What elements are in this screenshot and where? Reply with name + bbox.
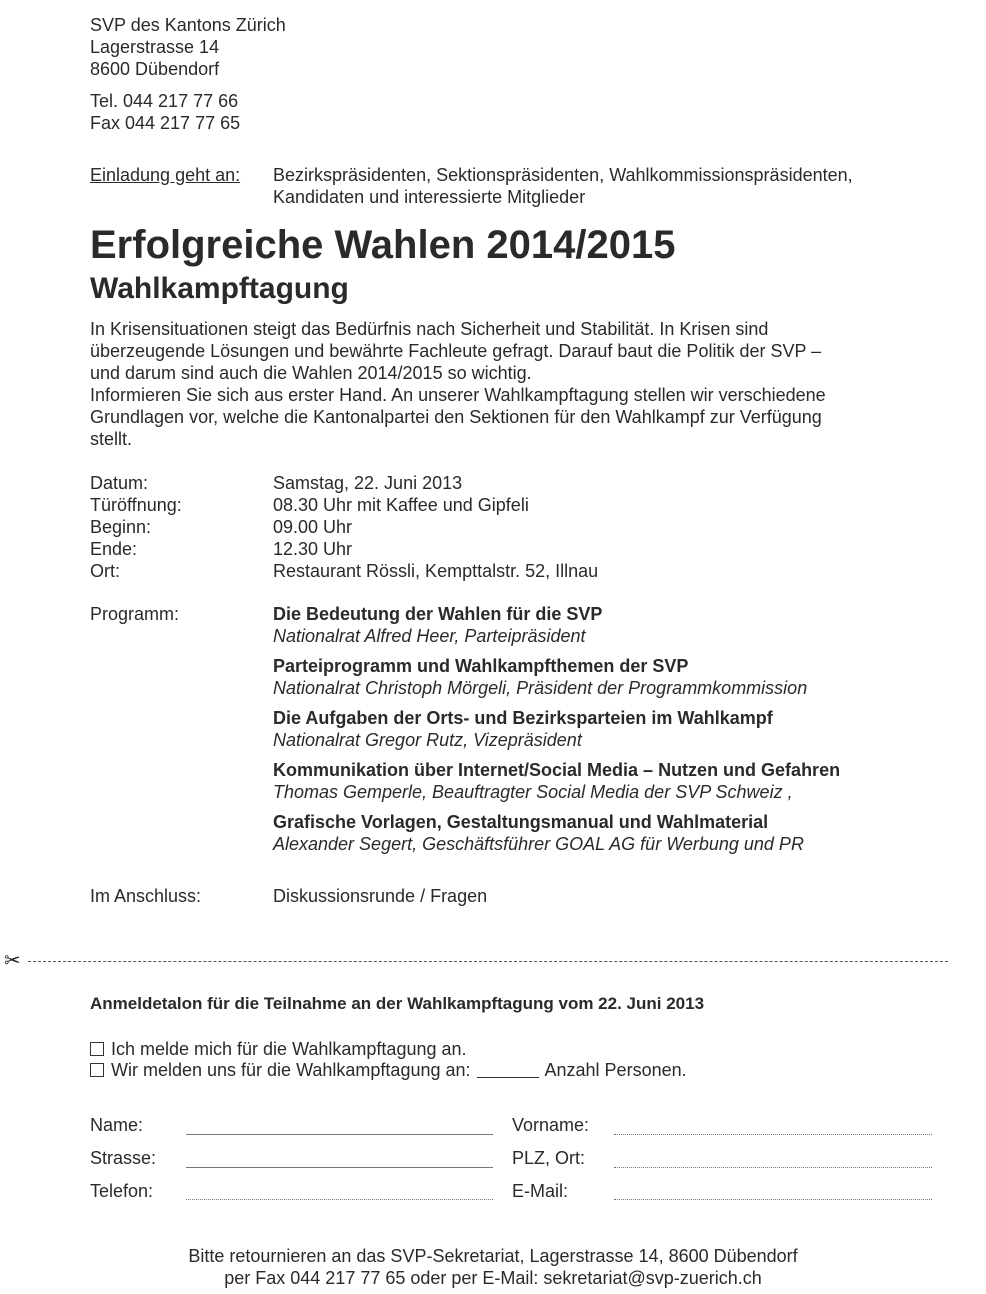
sender-fax: Fax 044 217 77 65 bbox=[90, 113, 241, 133]
option-group[interactable] bbox=[90, 1059, 687, 1081]
program-topic-4: Kommunikation über Internet/Social Media – Nutzen und Gefahren bbox=[273, 760, 841, 780]
afterwards-value: Diskussionsrunde / Fragen bbox=[273, 886, 488, 906]
program-speaker-3: Nationalrat Gregor Rutz, Vizepräsident bbox=[273, 730, 582, 750]
program-speaker-5: Alexander Segert, Geschäftsführer GOAL AG für Werbung und PR bbox=[273, 834, 804, 854]
program-speaker-1: Nationalrat Alfred Heer, Parteipräsident bbox=[273, 626, 586, 646]
telefon-field[interactable] bbox=[186, 1199, 493, 1200]
intro-line-3: und darum sind auch die Wahlen 2014/2015 so wichtig. bbox=[90, 363, 532, 383]
page-title: Erfolgreiche Wahlen 2014/2015 bbox=[90, 223, 676, 267]
form-heading: Anmeldetalon für die Teilnahme an der Wahlkampftagung vom 22. Juni 2013 bbox=[90, 994, 705, 1013]
program-speaker-4: Thomas Gemperle, Beauftragter Social Media der SVP Schweiz , bbox=[273, 782, 793, 802]
intro-line-6: stellt. bbox=[90, 429, 133, 449]
intro-line-1: In Krisensituationen steigt das Bedürfnis nach Sicherheit und Stabilität. In Krisen sind bbox=[90, 319, 769, 339]
telefon-label: Telefon: bbox=[90, 1181, 154, 1201]
program-speaker-2: Nationalrat Christoph Mörgeli, Präsident der Programmkommission bbox=[273, 678, 808, 698]
plz-ort-label: PLZ, Ort: bbox=[512, 1148, 586, 1168]
strasse-label: Strasse: bbox=[90, 1148, 157, 1168]
cut-line bbox=[28, 961, 948, 962]
detail-label-start: Beginn: bbox=[90, 517, 152, 537]
detail-label-doors: Türöffnung: bbox=[90, 495, 182, 515]
invitation-line-1: Bezirkspräsidenten, Sektionspräsidenten, Wahlkommissionspräsidenten, bbox=[273, 165, 853, 185]
scissors-icon: ✂ bbox=[4, 950, 21, 972]
option-single[interactable] bbox=[90, 1038, 467, 1060]
program-label: Programm: bbox=[90, 604, 180, 624]
strasse-field[interactable] bbox=[186, 1167, 493, 1168]
checkbox-group[interactable] bbox=[90, 1063, 104, 1077]
detail-value-end: 12.30 Uhr bbox=[273, 539, 353, 559]
invitation-label: Einladung geht an: bbox=[90, 165, 241, 185]
email-label: E-Mail: bbox=[512, 1181, 569, 1201]
detail-value-date: Samstag, 22. Juni 2013 bbox=[273, 473, 463, 493]
vorname-label: Vorname: bbox=[512, 1115, 590, 1135]
detail-value-location: Restaurant Rössli, Kempttalstr. 52, Illnau bbox=[273, 561, 599, 581]
option-group-label: Wir melden uns für die Wahlkampftagung an: bbox=[111, 1060, 471, 1080]
program-topic-2: Parteiprogramm und Wahlkampfthemen der SVP bbox=[273, 656, 689, 676]
sender-city: 8600 Dübendorf bbox=[90, 59, 220, 79]
checkbox-single[interactable] bbox=[90, 1042, 104, 1056]
invitation-line-2: Kandidaten und interessierte Mitglieder bbox=[273, 187, 586, 207]
page-subtitle: Wahlkampftagung bbox=[90, 272, 349, 305]
intro-line-4: Informieren Sie sich aus erster Hand. An unserer Wahlkampftagung stellen wir verschiedene bbox=[90, 385, 826, 405]
intro-line-5: Grundlagen vor, welche die Kantonalpartei den Sektionen für den Wahlkampf zur Verfügung bbox=[90, 407, 822, 427]
plz-ort-field[interactable] bbox=[614, 1167, 932, 1168]
sender-street: Lagerstrasse 14 bbox=[90, 37, 220, 57]
name-label: Name: bbox=[90, 1115, 144, 1135]
program-topic-3: Die Aufgaben der Orts- und Bezirksparteien im Wahlkampf bbox=[273, 708, 773, 728]
detail-label-end: Ende: bbox=[90, 539, 138, 559]
detail-value-start: 09.00 Uhr bbox=[273, 517, 353, 537]
program-topic-1: Die Bedeutung der Wahlen für die SVP bbox=[273, 604, 603, 624]
detail-label-date: Datum: bbox=[90, 473, 149, 493]
sender-name: SVP des Kantons Zürich bbox=[90, 15, 286, 35]
sender-tel: Tel. 044 217 77 66 bbox=[90, 91, 239, 111]
vorname-field[interactable] bbox=[614, 1134, 932, 1135]
email-field[interactable] bbox=[614, 1199, 932, 1200]
footer-line-2: per Fax 044 217 77 65 oder per E-Mail: sekretariat@svp-zuerich.ch bbox=[224, 1268, 762, 1288]
program-topic-5: Grafische Vorlagen, Gestaltungsmanual und Wahlmaterial bbox=[273, 812, 769, 832]
detail-label-location: Ort: bbox=[90, 561, 120, 581]
intro-line-2: überzeugende Lösungen und bewährte Fachleute gefragt. Darauf baut die Politik der SVP – bbox=[90, 341, 822, 361]
detail-value-doors: 08.30 Uhr mit Kaffee und Gipfeli bbox=[273, 495, 529, 515]
option-group-suffix: Anzahl Personen. bbox=[544, 1060, 687, 1080]
afterwards-label: Im Anschluss: bbox=[90, 886, 202, 906]
persons-count-field[interactable] bbox=[477, 1062, 539, 1078]
name-field[interactable] bbox=[186, 1134, 493, 1135]
footer-line-1: Bitte retournieren an das SVP-Sekretariat, Lagerstrasse 14, 8600 Dübendorf bbox=[188, 1246, 798, 1266]
option-single-label: Ich melde mich für die Wahlkampftagung an. bbox=[111, 1039, 467, 1059]
